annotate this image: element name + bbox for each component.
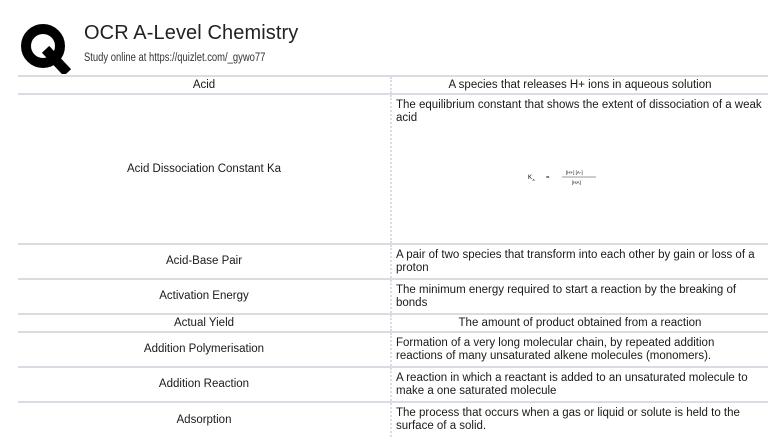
formula-k: K (528, 175, 533, 181)
table-row (18, 94, 768, 244)
formula-sub: a (532, 178, 535, 182)
definition-cell: The minimum energy required to start a reaction by the breaking of bonds (391, 279, 768, 314)
table-row (18, 244, 768, 279)
quizlet-q-logo-icon (19, 22, 71, 74)
table-row (18, 332, 768, 367)
table-row (18, 367, 768, 402)
table-row (18, 279, 768, 314)
term-cell: Acid (18, 76, 391, 94)
term-cell: Acid Dissociation Constant Ka (18, 94, 391, 244)
definition-cell: A pair of two species that transform into each other by gain or loss of a proton (391, 244, 768, 279)
page-title: OCR A-Level Chemistry (84, 22, 299, 44)
table-row (18, 76, 768, 94)
definition-cell (391, 94, 768, 244)
formula-equals: = (546, 175, 550, 181)
definition-cell: The amount of product obtained from a reaction (391, 314, 768, 332)
definition-cell: Formation of a very long molecular chain, by repeated addition reactions of many unsaturated alkene molecules (monomers). (391, 332, 768, 367)
ka-formula-image (526, 163, 616, 189)
term-cell: Addition Reaction (18, 367, 391, 402)
study-link[interactable]: Study online at https://quizlet.com/_gywo77 (84, 52, 266, 64)
definition-cell: A reaction in which a reactant is added to an unsaturated molecule to make a one saturated molecule (391, 367, 768, 402)
table-row (18, 314, 768, 332)
page-header (0, 0, 784, 76)
flashcard-table (18, 75, 768, 437)
table-row (18, 402, 768, 437)
definition-cell: The process that occurs when a gas or liquid or solute is held to the surface of a solid. (391, 402, 768, 437)
definition-text: The equilibrium constant that shows the extent of dissociation of a weak acid (396, 99, 762, 124)
term-cell: Acid-Base Pair (18, 244, 391, 279)
term-cell: Actual Yield (18, 314, 391, 332)
term-cell: Addition Polymerisation (18, 332, 391, 367)
term-cell: Adsorption (18, 402, 391, 437)
term-cell: Activation Energy (18, 279, 391, 314)
formula-numerator: [H+] [A-] (566, 170, 583, 175)
formula-denominator: [HA] (572, 180, 581, 185)
definition-cell: A species that releases H+ ions in aqueous solution (391, 76, 768, 94)
